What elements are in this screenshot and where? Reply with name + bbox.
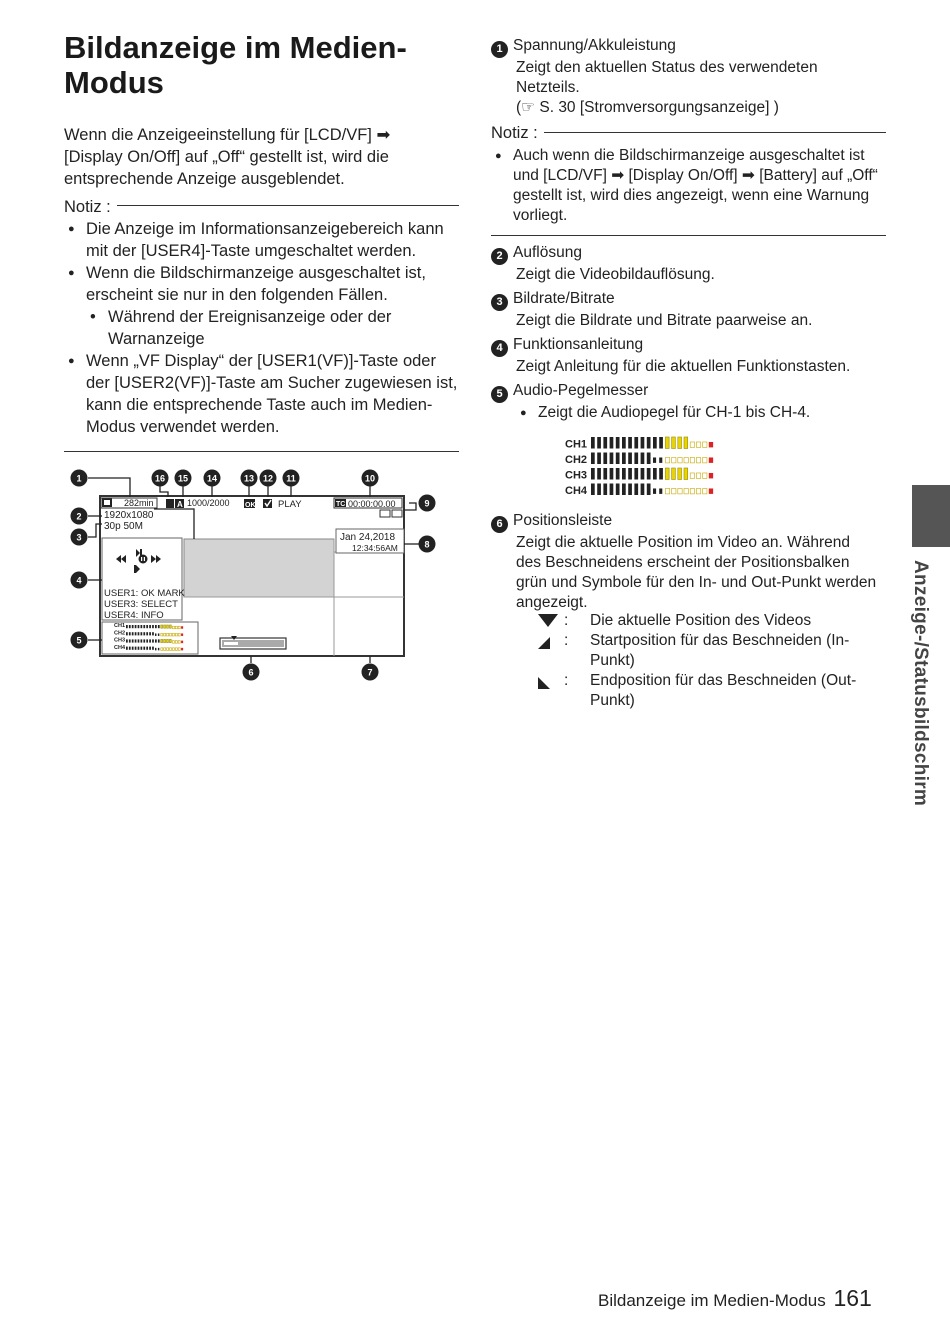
svg-text:OK: OK (245, 502, 256, 509)
clip-count: 1000/2000 (187, 498, 230, 508)
meter-cell (597, 468, 601, 480)
meter-cell (678, 468, 682, 480)
meter-cell (665, 457, 669, 462)
callout-label-9: 9 (424, 498, 430, 509)
meter-cell (696, 442, 700, 447)
callout-label-15: 15 (177, 473, 189, 484)
meter-cell (143, 647, 145, 650)
meter-cell (161, 648, 163, 651)
intro-text: Wenn die Anzeigeeinstellung für [LCD/VF] ➡ [Display On/Off] auf „Off“ gestellt ist, wird die entsprechende Anzeige ausgeblendet. (64, 126, 391, 188)
meter-cell (170, 639, 172, 642)
meter-cell (603, 468, 607, 480)
meter-cell (164, 648, 166, 651)
meter-cell (696, 457, 700, 462)
meter-cell (597, 453, 601, 465)
meter-cell (129, 632, 131, 635)
item-1-desc: Zeigt den aktuellen Status des verwendeten Netzteils. (516, 59, 818, 96)
item-1 (491, 36, 886, 118)
time-text: 12:34:56AM (352, 543, 398, 553)
left-note-subitem: • Während der Ereignisanzeige oder der Warnanzeige (64, 306, 460, 350)
marker-in: : Startposition für das Beschneiden (In-Punkt) (536, 631, 876, 671)
meter-cell (132, 647, 134, 650)
meter-cell (647, 484, 651, 496)
meter-cell (603, 437, 607, 449)
meter-cell (152, 647, 154, 650)
footer (598, 1285, 872, 1312)
callout-label-6: 6 (248, 667, 254, 678)
meter-cell (647, 437, 651, 449)
meter-cell (155, 648, 156, 651)
item-2-desc: Zeigt die Videobildauflösung. (516, 266, 715, 283)
meter-cell (616, 437, 620, 449)
meter-cell (126, 639, 128, 642)
meter-cell (659, 488, 662, 493)
meter-cell (659, 457, 662, 462)
meter-cell (591, 468, 595, 480)
meter-cell (146, 639, 148, 642)
meter-cell (143, 625, 145, 628)
meter-cell (170, 648, 172, 651)
meter-cell (164, 625, 166, 628)
meter-cell (653, 437, 657, 449)
meter-cell (181, 641, 183, 644)
meter-cell (175, 626, 177, 629)
callout-label-5: 5 (76, 635, 82, 646)
note-label: Notiz : (64, 196, 117, 218)
resolution-text: 1920x1080 (104, 510, 154, 521)
page-title: Bildanzeige im Medien-Modus (64, 30, 407, 100)
guide-user4: USER4: INFO (104, 610, 164, 621)
meter-cell (709, 488, 713, 493)
meter-cell (141, 632, 143, 635)
meter-cell (172, 641, 174, 644)
meter-cell (603, 453, 607, 465)
item-1-title: Spannung/Akkuleistung (513, 37, 676, 54)
meter-cell (659, 468, 663, 480)
meter-cell (129, 625, 131, 628)
meter-cell (143, 639, 145, 642)
meter-cell (158, 648, 159, 651)
meter-cell (690, 457, 694, 462)
meter-cell (709, 442, 713, 447)
meter-cell (709, 473, 713, 478)
meter-cell (167, 625, 169, 628)
item-2: 2 Auflösung Zeigt die Videobildauflösung. (491, 243, 886, 285)
meter-cell (610, 437, 614, 449)
meter-cell (146, 647, 148, 650)
meter-cell (616, 468, 620, 480)
meter-cell (641, 453, 645, 465)
meter-cell (634, 437, 638, 449)
meter-cell (678, 437, 682, 449)
meter-cell (152, 639, 154, 642)
meter-cell (610, 484, 614, 496)
meter-cell (653, 488, 656, 493)
screen-diagram (64, 462, 444, 686)
meter-cell (158, 625, 160, 628)
meter-cell (161, 625, 163, 628)
meter-cell (591, 484, 595, 496)
meter-cell (178, 641, 180, 644)
footer-text: Bildanzeige im Medien-Modus (598, 1291, 826, 1310)
item-6: 6 Positionsleiste Zeigt die aktuelle Position im Video an. Während des Beschneidens erscheint der Positionsbalken grün und Symbole für den In- und Out-Punkt werden angezeigt. (491, 511, 886, 613)
meter-cell (181, 648, 183, 651)
callout-label-1: 1 (76, 473, 82, 484)
meter-cell (653, 468, 657, 480)
meter-cell (138, 639, 140, 642)
callout-label-13: 13 (243, 473, 255, 484)
meter-cell (628, 453, 632, 465)
item-1-badge: 1 (491, 41, 508, 58)
meter-cell (591, 437, 595, 449)
guide-user1: USER1: OK MARK (104, 588, 185, 599)
callout-label-16: 16 (154, 473, 166, 484)
meter-cell (641, 468, 645, 480)
meter-cell (628, 468, 632, 480)
page-number: 161 (833, 1285, 872, 1311)
meter-cell (141, 647, 143, 650)
meter-cell (164, 633, 166, 636)
left-note-item-3: ● Wenn „VF Display“ der [USER1(VF)]-Taste oder der [USER2(VF)]-Taste am Sucher zugewiesen ist, kann die entsprechende Taste auch im Medien-Modus verwendet werden. (64, 350, 460, 438)
meter-cell (678, 457, 682, 462)
meter-cell (672, 457, 676, 462)
right-note-rule-bottom (491, 235, 886, 236)
meter-cell (167, 648, 169, 651)
meter-cell (126, 632, 128, 635)
meter-cell (126, 647, 128, 650)
meter-cell (659, 437, 663, 449)
left-note-item-2: ● Wenn die Bildschirmanzeige ausgeschaltet ist, erscheint sie nur in den folgenden Fällen. (64, 262, 460, 306)
guide-user3: USER3: SELECT (104, 599, 178, 610)
item-3: 3 Bildrate/Bitrate Zeigt die Bildrate und Bitrate paarweise an. (491, 289, 886, 331)
meter-cell (672, 437, 676, 449)
meter-cell (665, 437, 669, 449)
callout-label-4: 4 (76, 575, 82, 586)
meter-cell (167, 633, 169, 636)
meter-cell (678, 488, 682, 493)
item-4-desc: Zeigt Anleitung für die aktuellen Funktionstasten. (516, 358, 851, 375)
meter-cell (170, 633, 172, 636)
callout-label-11: 11 (286, 473, 296, 484)
meter-cell (138, 647, 140, 650)
svg-text:TC: TC (336, 501, 346, 508)
item-3-desc: Zeigt die Bildrate und Bitrate paarweise an. (516, 312, 813, 329)
meter-cell (172, 633, 174, 636)
meter-cell (155, 633, 156, 636)
marker-current: : Die aktuelle Position des Videos (536, 611, 876, 631)
in-point-icon (536, 631, 564, 651)
meter-cell (141, 639, 143, 642)
play-status: PLAY (278, 499, 302, 510)
meter-cell (175, 648, 177, 651)
meter-cell (132, 639, 134, 642)
current-position-icon (536, 611, 564, 631)
item-5: 5 Audio-Pegelmesser ● Zeigt die Audiopegel für CH-1 bis CH-4. (491, 381, 886, 423)
meter-cell (696, 488, 700, 493)
side-tab-label: Anzeige-/Statusbildschirm (910, 560, 931, 807)
meter-label-ch3: CH3 (114, 637, 126, 644)
lock-icon (166, 499, 174, 508)
meter-cell (591, 453, 595, 465)
meter-cell (696, 473, 700, 478)
left-note-list (64, 218, 460, 438)
meter-cell (135, 625, 137, 628)
meter-cell (622, 453, 626, 465)
meter-cell (146, 632, 148, 635)
meter-cell (143, 632, 145, 635)
meter-cell (138, 632, 140, 635)
meter-cell (647, 453, 651, 465)
right-note (491, 146, 886, 226)
meter-cell (628, 484, 632, 496)
callout-label-2: 2 (76, 511, 82, 522)
meter-cell (161, 633, 163, 636)
meter-cell (152, 632, 154, 635)
meter-cell (141, 625, 143, 628)
meter-cell (709, 457, 713, 462)
meter-cell (164, 639, 166, 642)
meter-cell (167, 639, 169, 642)
meter-label-ch2: CH2 (114, 630, 126, 637)
meter-cell (703, 488, 707, 493)
meter-cell (178, 633, 180, 636)
meter-cell (703, 473, 707, 478)
meter-cell (684, 468, 688, 480)
meter-label-ch1: CH1 (565, 438, 588, 451)
meter-cell (172, 648, 174, 651)
meter-cell (155, 639, 157, 642)
meter-cell (634, 453, 638, 465)
meter-cell (628, 437, 632, 449)
meter-cell (135, 639, 137, 642)
meter-cell (622, 484, 626, 496)
meter-cell (622, 468, 626, 480)
meter-cell (684, 457, 688, 462)
meter-cell (149, 625, 151, 628)
side-tab-marker (912, 485, 950, 547)
meter-cell (135, 632, 137, 635)
meter-label-ch4: CH4 (565, 485, 588, 497)
meter-cell (665, 488, 669, 493)
meter-cell (616, 453, 620, 465)
meter-cell (703, 457, 707, 462)
callout-label-10: 10 (364, 473, 376, 484)
meter-cell (665, 468, 669, 480)
framerate-text: 30p 50M (104, 521, 143, 532)
date-text: Jan 24,2018 (340, 532, 396, 543)
item-2-title: Auflösung (513, 244, 582, 261)
meter-cell (690, 488, 694, 493)
meter-label-ch2: CH2 (565, 454, 588, 466)
meter-cell (634, 468, 638, 480)
left-note-item-1: ● Die Anzeige im Informationsanzeigebereich kann mit der [USER4]-Taste umgeschaltet werden. (64, 218, 460, 262)
out-point-icon (536, 671, 564, 691)
item-5-desc: ● Zeigt die Audiopegel für CH-1 bis CH-4. (516, 403, 886, 423)
meter-cell (653, 457, 656, 462)
svg-text:A: A (177, 500, 183, 509)
meter-label-ch4: CH4 (114, 644, 126, 651)
meter-cell (634, 484, 638, 496)
meter-cell (158, 639, 160, 642)
meter-cell (132, 625, 134, 628)
meter-cell (672, 488, 676, 493)
meter-cell (132, 632, 134, 635)
meter-cell (672, 468, 676, 480)
callout-label-14: 14 (206, 473, 218, 484)
meter-cell (181, 626, 183, 629)
meter-cell (172, 626, 174, 629)
meter-cell (610, 468, 614, 480)
meter-cell (603, 484, 607, 496)
meter-label-ch3: CH3 (565, 469, 588, 482)
meter-cell (175, 641, 177, 644)
item-4-title: Funktionsanleitung (513, 336, 644, 353)
meter-label-ch1: CH1 (114, 623, 126, 630)
meter-cell (616, 484, 620, 496)
meter-cell (641, 484, 645, 496)
item-5-title: Audio-Pegelmesser (513, 382, 649, 399)
meter-cell (647, 468, 651, 480)
meter-cell (178, 648, 180, 651)
note-rule-top (64, 205, 459, 206)
timecode: 00:00:00.00 (348, 499, 396, 509)
marker-list (536, 611, 876, 711)
right-note-rule-top (491, 132, 886, 133)
meter-cell (149, 632, 151, 635)
meter-cell (158, 633, 159, 636)
meter-cell (149, 647, 151, 650)
meter-cell (641, 437, 645, 449)
meter-cell (684, 437, 688, 449)
callout-label-12: 12 (262, 473, 274, 484)
right-note-item: ● Auch wenn die Bildschirmanzeige ausgeschaltet ist und [LCD/VF] ➡ [Display On/Off] ➡ [Battery] auf „Off“ gestellt ist, wird dies angezeigt, wenn eine Warnung vorliegt. (491, 146, 886, 226)
meter-cell (175, 633, 177, 636)
meter-cell (622, 437, 626, 449)
item-3-title: Bildrate/Bitrate (513, 290, 615, 307)
meter-cell (129, 639, 131, 642)
meter-cell (152, 625, 154, 628)
meter-cell (138, 625, 140, 628)
meter-cell (129, 647, 131, 650)
meter-cell (690, 473, 694, 478)
callout-label-8: 8 (424, 539, 430, 550)
meter-cell (146, 625, 148, 628)
right-note-label: Notiz : (491, 122, 544, 144)
meter-cell (170, 625, 172, 628)
meter-cell (597, 437, 601, 449)
video-area (184, 539, 334, 597)
meter-cell (703, 442, 707, 447)
meter-cell (597, 484, 601, 496)
item-4: 4 Funktionsanleitung Zeigt Anleitung für die aktuellen Funktionstasten. (491, 335, 886, 377)
meter-cell (161, 639, 163, 642)
meter-cell (149, 639, 151, 642)
marker-out: : Endposition für das Beschneiden (Out-Punkt) (536, 671, 876, 711)
audio-meter-figure (563, 435, 723, 499)
callout-label-3: 3 (76, 532, 82, 543)
meter-cell (181, 633, 183, 636)
battery-remaining: 282min (124, 498, 154, 508)
item-6-desc: Zeigt die aktuelle Position im Video an. Während des Beschneidens erscheint der Positionsbalken grün und Symbole für den In- und Out-Punkt werden angezeigt. (516, 534, 877, 611)
note-rule-bottom (64, 451, 459, 452)
item-6-title: Positionsleiste (513, 512, 613, 529)
meter-cell (126, 625, 128, 628)
meter-cell (684, 488, 688, 493)
item-1-ref: (☞ S. 30 [Stromversorgungsanzeige] ) (516, 99, 779, 116)
meter-cell (178, 626, 180, 629)
callout-label-7: 7 (367, 667, 373, 678)
meter-cell (610, 453, 614, 465)
meter-cell (155, 625, 157, 628)
meter-cell (690, 442, 694, 447)
meter-cell (135, 647, 137, 650)
